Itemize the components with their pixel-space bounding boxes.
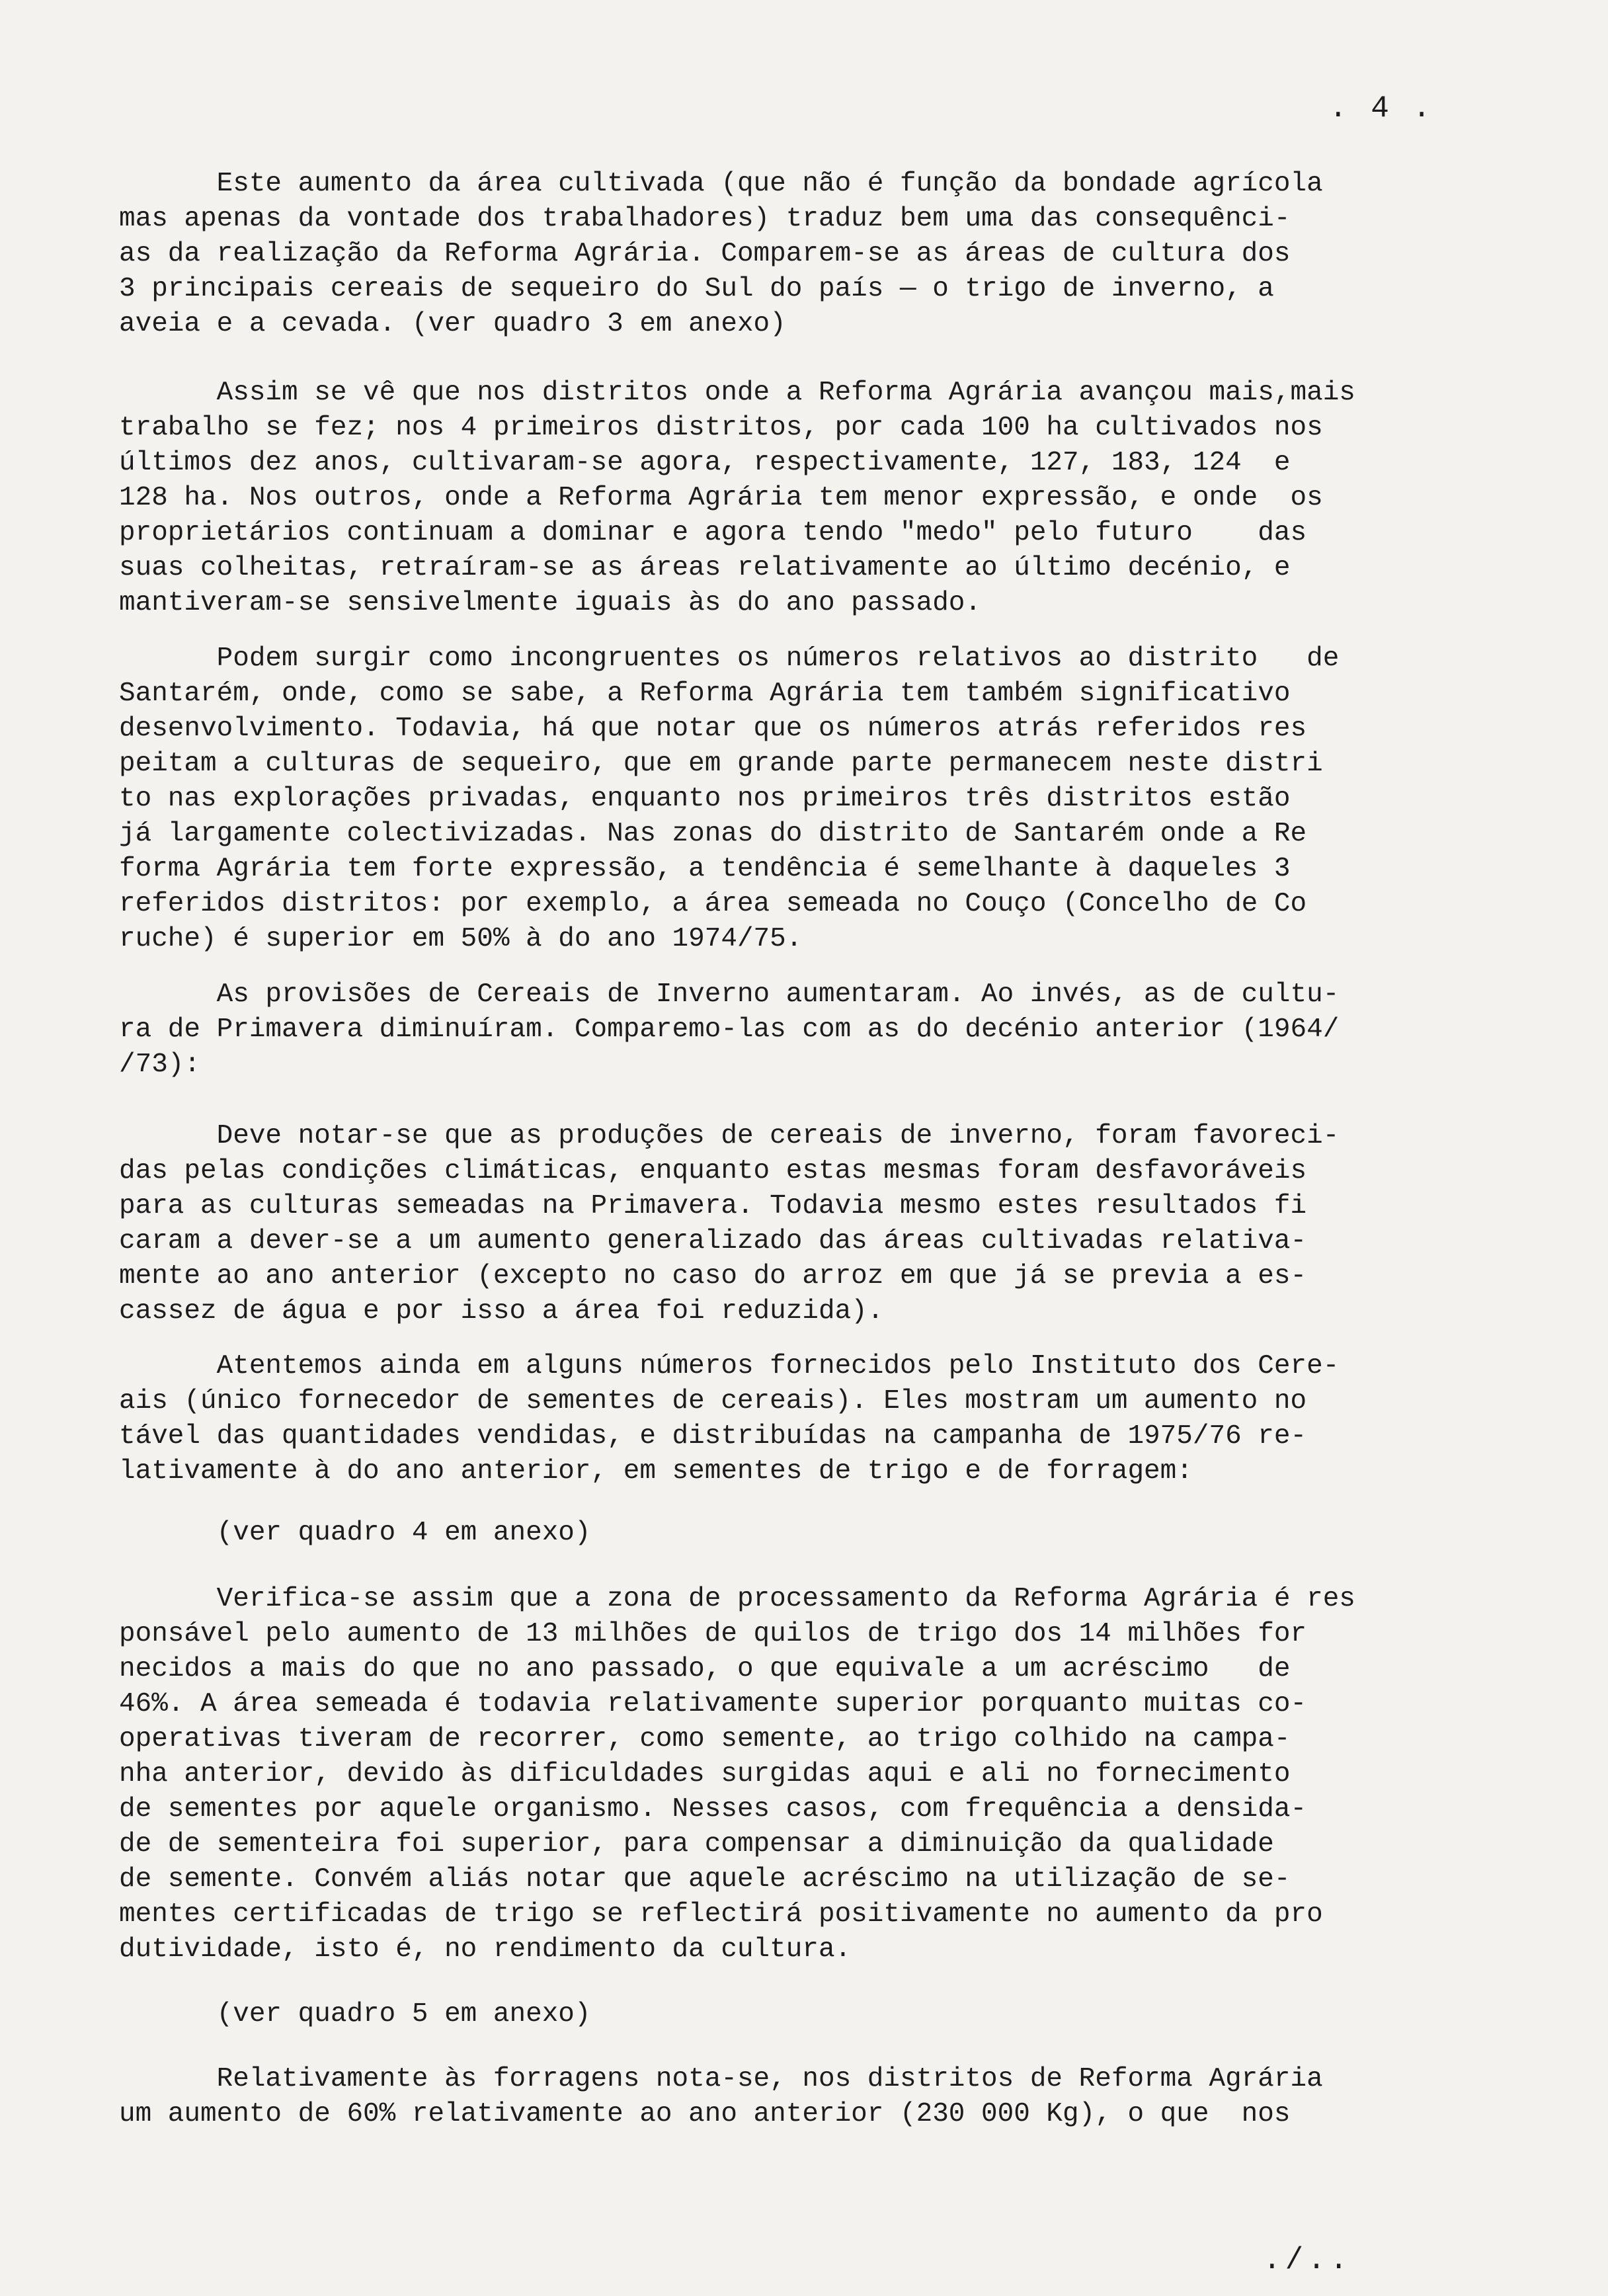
text-line: As provisões de Cereais de Inverno aumentaram. Ao invés, as de cultu- [119,979,1340,1010]
paragraph-processing-zone [119,1582,1435,1967]
text-line: suas colheitas, retraíram-se as áreas relativamente ao último decénio, e [119,553,1291,583]
paragraph-forragens [119,2062,1435,2132]
continuation-mark: ./.. [1263,2243,1352,2277]
text-line: mentes certificadas de trigo se reflectirá positivamente no aumento da pro [119,1899,1323,1930]
text-line: Podem surgir como incongruentes os números relativos ao distrito de [119,643,1340,674]
text-line: necidos a mais do que no ano passado, o que equivale a um acréscimo de [119,1654,1291,1684]
text-line: /73): [119,1049,201,1080]
text-line: de de sementeira foi superior, para compensar a diminuição da qualidade [119,1829,1274,1860]
text-line: tável das quantidades vendidas, e distribuídas na campanha de 1975/76 re- [119,1421,1307,1452]
text-line: Este aumento da área cultivada (que não é função da bondade agrícola [119,169,1323,199]
text-line: ra de Primavera diminuíram. Comparemo-las com as do decénio anterior (1964/ [119,1014,1340,1045]
text-line: mas apenas da vontade dos trabalhadores) traduz bem uma das consequênci- [119,204,1291,234]
text-line: mente ao ano anterior (excepto no caso do arroz em que já se previa a es- [119,1261,1307,1292]
text-line: Assim se vê que nos distritos onde a Reforma Agrária avançou mais,mais [119,378,1355,408]
text-line: referidos distritos: por exemplo, a área semeada no Couço (Concelho de Co [119,889,1307,919]
paragraph-districts [119,376,1435,621]
text-line: Atentemos ainda em alguns números fornecidos pelo Instituto dos Cere- [119,1351,1340,1381]
text-line: de semente. Convém aliás notar que aquele acréscimo na utilização de se- [119,1864,1291,1895]
text-line: para as culturas semeadas na Primavera. Todavia mesmo estes resultados fi [119,1191,1307,1221]
text-line: 128 ha. Nos outros, onde a Reforma Agrária tem menor expressão, e onde os [119,483,1323,513]
text-line: de sementes por aquele organismo. Nesses casos, com frequência a densida- [119,1794,1307,1824]
text-line: aveia e a cevada. (ver quadro 3 em anexo) [119,309,786,339]
text-line: proprietários continuam a dominar e agora tendo "medo" pelo futuro das [119,518,1307,548]
text-line: as da realização da Reforma Agrária. Comparem-se as áreas de cultura dos [119,239,1291,269]
text-line: lativamente à do ano anterior, em sementes de trigo e de forragem: [119,1456,1193,1487]
paragraph-area-increase [119,167,1435,342]
text-line: (ver quadro 5 em anexo) [119,1999,591,2030]
paragraph-instituto [119,1349,1435,1489]
text-line: ruche) é superior em 50% à do ano 1974/75. [119,924,803,954]
text-line: peitam a culturas de sequeiro, que em grande parte permanecem neste distri [119,749,1323,779]
paragraph-quadro-5 [119,1997,1435,2032]
text-line: trabalho se fez; nos 4 primeiros distritos, por cada 100 ha cultivados nos [119,413,1323,443]
text-line: to nas explorações privadas, enquanto nos primeiros três distritos estão [119,784,1291,814]
text-line: já largamente colectivizadas. Nas zonas do distrito de Santarém onde a Re [119,819,1307,849]
paragraph-santarem [119,641,1435,957]
text-line: das pelas condições climáticas, enquanto estas mesmas foram desfavoráveis [119,1156,1307,1186]
page-number: . 4 . [1329,91,1434,126]
text-line: dutividade, isto é, no rendimento da cultura. [119,1934,852,1965]
text-line: (ver quadro 4 em anexo) [119,1518,591,1548]
text-line: cassez de água e por isso a área foi reduzida). [119,1296,884,1327]
paragraph-quadro-4 [119,1516,1435,1551]
text-line: nha anterior, devido às dificuldades surgidas aqui e ali no fornecimento [119,1759,1291,1789]
text-line: 46%. A área semeada é todavia relativamente superior porquanto muitas co- [119,1689,1307,1719]
paragraph-winter-cereals [119,977,1435,1083]
text-line: Deve notar-se que as produções de cereais de inverno, foram favoreci- [119,1121,1340,1151]
text-line: 3 principais cereais de sequeiro do Sul do país — o trigo de inverno, a [119,274,1274,304]
text-line: últimos dez anos, cultivaram-se agora, respectivamente, 127, 183, 124 e [119,448,1291,478]
text-line: caram a dever-se a um aumento generalizado das áreas cultivadas relativa- [119,1226,1307,1256]
text-line: Verifica-se assim que a zona de processamento da Reforma Agrária é res [119,1584,1355,1614]
text-line: ponsável pelo aumento de 13 milhões de quilos de trigo dos 14 milhões for [119,1619,1307,1649]
paragraph-climate [119,1119,1435,1329]
text-line: desenvolvimento. Todavia, há que notar que os números atrás referidos res [119,714,1307,744]
text-line: Santarém, onde, como se sabe, a Reforma Agrária tem também significativo [119,678,1291,709]
text-line: forma Agrária tem forte expressão, a tendência é semelhante à daqueles 3 [119,854,1291,884]
text-line: operativas tiveram de recorrer, como semente, ao trigo colhido na campa- [119,1724,1291,1754]
text-line: um aumento de 60% relativamente ao ano anterior (230 000 Kg), o que nos [119,2099,1291,2129]
text-line: ais (único fornecedor de sementes de cereais). Eles mostram um aumento no [119,1386,1307,1416]
text-line: Relativamente às forragens nota-se, nos distritos de Reforma Agrária [119,2064,1323,2094]
text-line: mantiveram-se sensivelmente iguais às do ano passado. [119,588,982,618]
